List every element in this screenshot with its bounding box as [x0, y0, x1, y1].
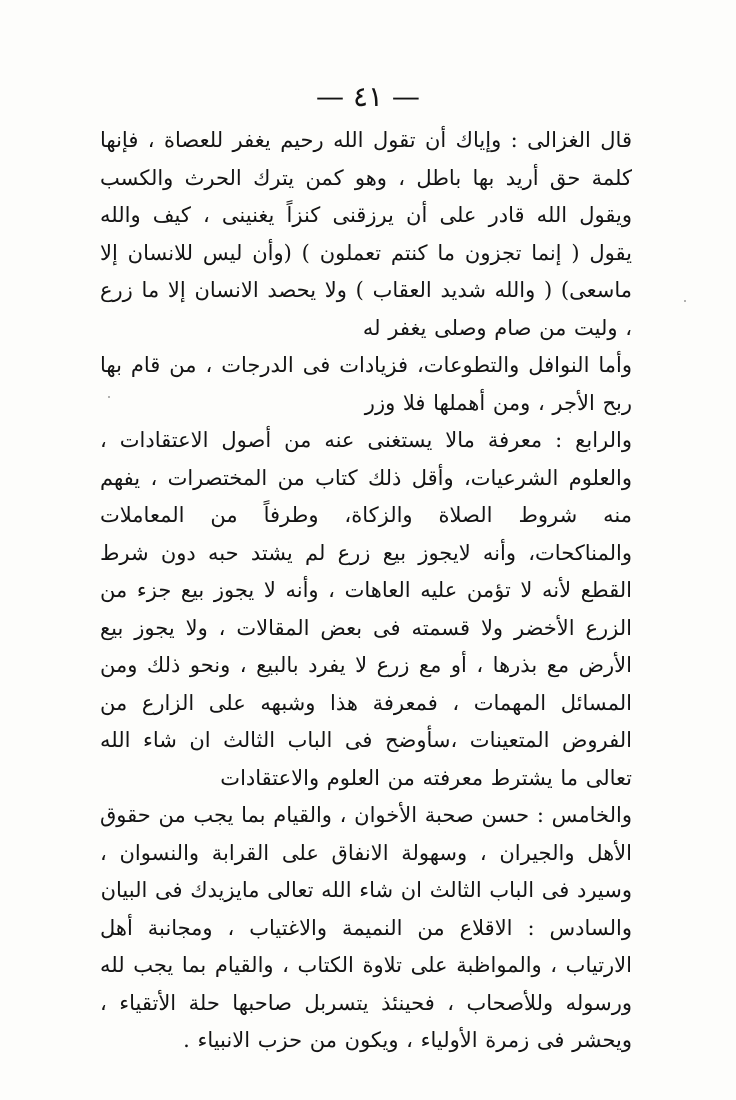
paragraph-nawafil: وأما النوافل والتطوعات، فزيادات فى الدرجات ، من قام بها ربح الأجر ، ومن أهملها فلا وزر — [100, 353, 632, 415]
paragraph-sixth: والسادس : الاقلاع من النميمة والاغتياب ، ومجانبة أهل الارتياب ، والمواظبة على تلاوة الكتاب ، والقيام بما يجب لله ورسوله وللأصحاب ، فحينئذ يتسربل صاحبها حلة الأتقياء ، ويحشر فى زمرة الأولياء ، ويكون من حزب الانبياء . — [100, 915, 632, 1052]
paper-speck — [684, 300, 686, 302]
body-text — [100, 122, 632, 1060]
paragraph-fourth: والرابع : معرفة مالا يستغنى عنه من أصول الاعتقادات ، والعلوم الشرعيات، وأقل ذلك كتاب من المختصرات ، يفهم منه شروط الصلاة والزكاة، وطرفاً من المعاملات والمناكحات، وأنه لايجوز بيع زرع لم يشتد حبه دون شرط القطع لأنه لا تؤمن عليه العاهات ، وأنه لا يجوز بيع جزء من الزرع الأخضر ولا قسمته فى بعض المقالات ، ولا يجوز بيع الأرض مع بذرها ، أو مع زرع لا يفرد بالبيع ، ونحو ذلك ومن المسائل المهمات ، فمعرفة هذا وشبهه على الزارع من الفروض المتعينات ،سأوضح فى الباب الثالث ان شاء الله تعالى ما يشترط معرفته من العلوم والاعتقادات — [100, 428, 632, 790]
paper-speck — [108, 396, 110, 398]
paragraph-fifth: والخامس : حسن صحبة الأخوان ، والقيام بما يجب من حقوق الأهل والجيران ، وسهولة الانفاق على القرابة والنسوان ، وسيرد فى الباب الثالث ان شاء الله تعالى مايزيدك فى البيان — [100, 803, 632, 902]
page-number: — ٤١ — — [316, 80, 420, 113]
paragraph-ghazali-quote: قال الغزالى : وإياك أن تقول الله رحيم يغفر للعصاة ، فإنها كلمة حق أريد بها باطل ، وهو كمن يترك الحرث والكسب ويقول الله قادر على أن يرزقنى كنزاً يغنينى ، كيف والله يقول ( إنما تجزون ما كنتم تعملون ) (وأن ليس للانسان إلا ماسعى) ( والله شديد العقاب ) ولا يحصد الانسان إلا ما زرع ، وليت من صام وصلى يغفر له — [100, 128, 632, 340]
